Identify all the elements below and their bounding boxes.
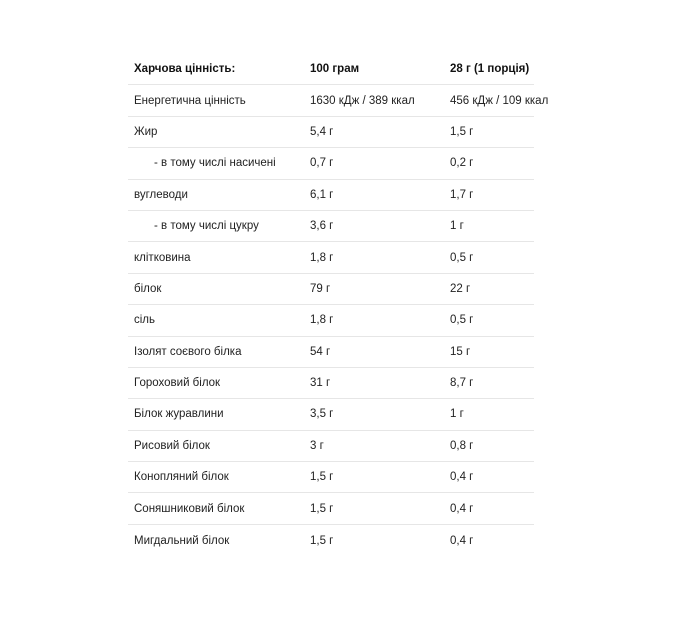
- nutrient-name: - в тому числі насичені: [154, 157, 276, 170]
- value-per-100g: 1,8 г: [310, 314, 334, 327]
- nutrient-name: Гороховий білок: [134, 377, 221, 390]
- nutrient-name: Білок журавлини: [134, 408, 224, 421]
- value-per-100g: 1,5 г: [310, 534, 334, 547]
- table-row: [128, 337, 534, 368]
- value-per-serving: 0,2 г: [450, 157, 474, 170]
- value-per-serving: 1,7 г: [450, 188, 474, 201]
- value-per-serving: 0,8 г: [450, 439, 474, 452]
- table-row: [128, 368, 534, 399]
- value-per-100g: 79 г: [310, 282, 331, 295]
- value-per-serving: 22 г: [450, 282, 471, 295]
- header-nutrition-value: Харчова цінність:: [134, 63, 236, 76]
- value-per-serving: 0,4 г: [450, 471, 474, 484]
- value-per-100g: 6,1 г: [310, 188, 334, 201]
- value-per-serving: 1 г: [450, 408, 464, 421]
- nutrient-name: - в тому числі цукру: [154, 220, 259, 233]
- value-per-100g: 1,5 г: [310, 471, 334, 484]
- nutrient-name: Енергетична цінність: [134, 94, 246, 107]
- table-row: [128, 431, 534, 462]
- value-per-serving: 456 кДж / 109 ккал: [450, 94, 549, 107]
- value-per-100g: 1,5 г: [310, 502, 334, 515]
- table-header-row: [128, 54, 534, 85]
- table-row: [128, 180, 534, 211]
- nutrient-name: Мигдальний білок: [134, 534, 230, 547]
- table-row: [128, 117, 534, 148]
- nutrient-name: Конопляний білок: [134, 471, 229, 484]
- value-per-100g: 5,4 г: [310, 125, 334, 138]
- value-per-serving: 15 г: [450, 345, 471, 358]
- nutrient-name: Жир: [134, 125, 158, 138]
- value-per-serving: 1,5 г: [450, 125, 474, 138]
- value-per-100g: 3 г: [310, 439, 324, 452]
- header-per-serving: 28 г (1 порція): [450, 63, 530, 76]
- value-per-100g: 3,6 г: [310, 220, 334, 233]
- value-per-100g: 3,5 г: [310, 408, 334, 421]
- nutrient-name: Ізолят соєвого білка: [134, 345, 242, 358]
- value-per-serving: 0,5 г: [450, 251, 474, 264]
- nutrient-name: клітковина: [134, 251, 191, 264]
- table-row: [128, 274, 534, 305]
- value-per-serving: 0,4 г: [450, 502, 474, 515]
- value-per-100g: 0,7 г: [310, 157, 334, 170]
- table-row: [128, 462, 534, 493]
- table-row: [128, 493, 534, 524]
- table-row: [128, 242, 534, 273]
- table-body: [128, 85, 549, 556]
- table-row: [128, 85, 549, 116]
- header-per-100g: 100 грам: [310, 63, 360, 76]
- value-per-100g: 54 г: [310, 345, 331, 358]
- value-per-serving: 8,7 г: [450, 377, 474, 390]
- nutrient-name: Соняшниковий білок: [134, 502, 245, 515]
- nutrient-name: сіль: [134, 314, 156, 327]
- nutrient-name: Рисовий білок: [134, 439, 210, 452]
- nutrient-name: білок: [134, 282, 162, 295]
- nutrient-name: вуглеводи: [134, 188, 188, 201]
- table-row: [128, 399, 534, 430]
- value-per-100g: 1630 кДж / 389 ккал: [310, 94, 415, 107]
- value-per-100g: 1,8 г: [310, 251, 334, 264]
- table-row: [128, 525, 534, 556]
- value-per-serving: 1 г: [450, 220, 464, 233]
- nutrition-table: [128, 54, 549, 556]
- value-per-serving: 0,5 г: [450, 314, 474, 327]
- table-row: [128, 211, 534, 242]
- table-row: [128, 305, 534, 336]
- table-row: [128, 148, 534, 179]
- value-per-100g: 31 г: [310, 377, 331, 390]
- value-per-serving: 0,4 г: [450, 534, 474, 547]
